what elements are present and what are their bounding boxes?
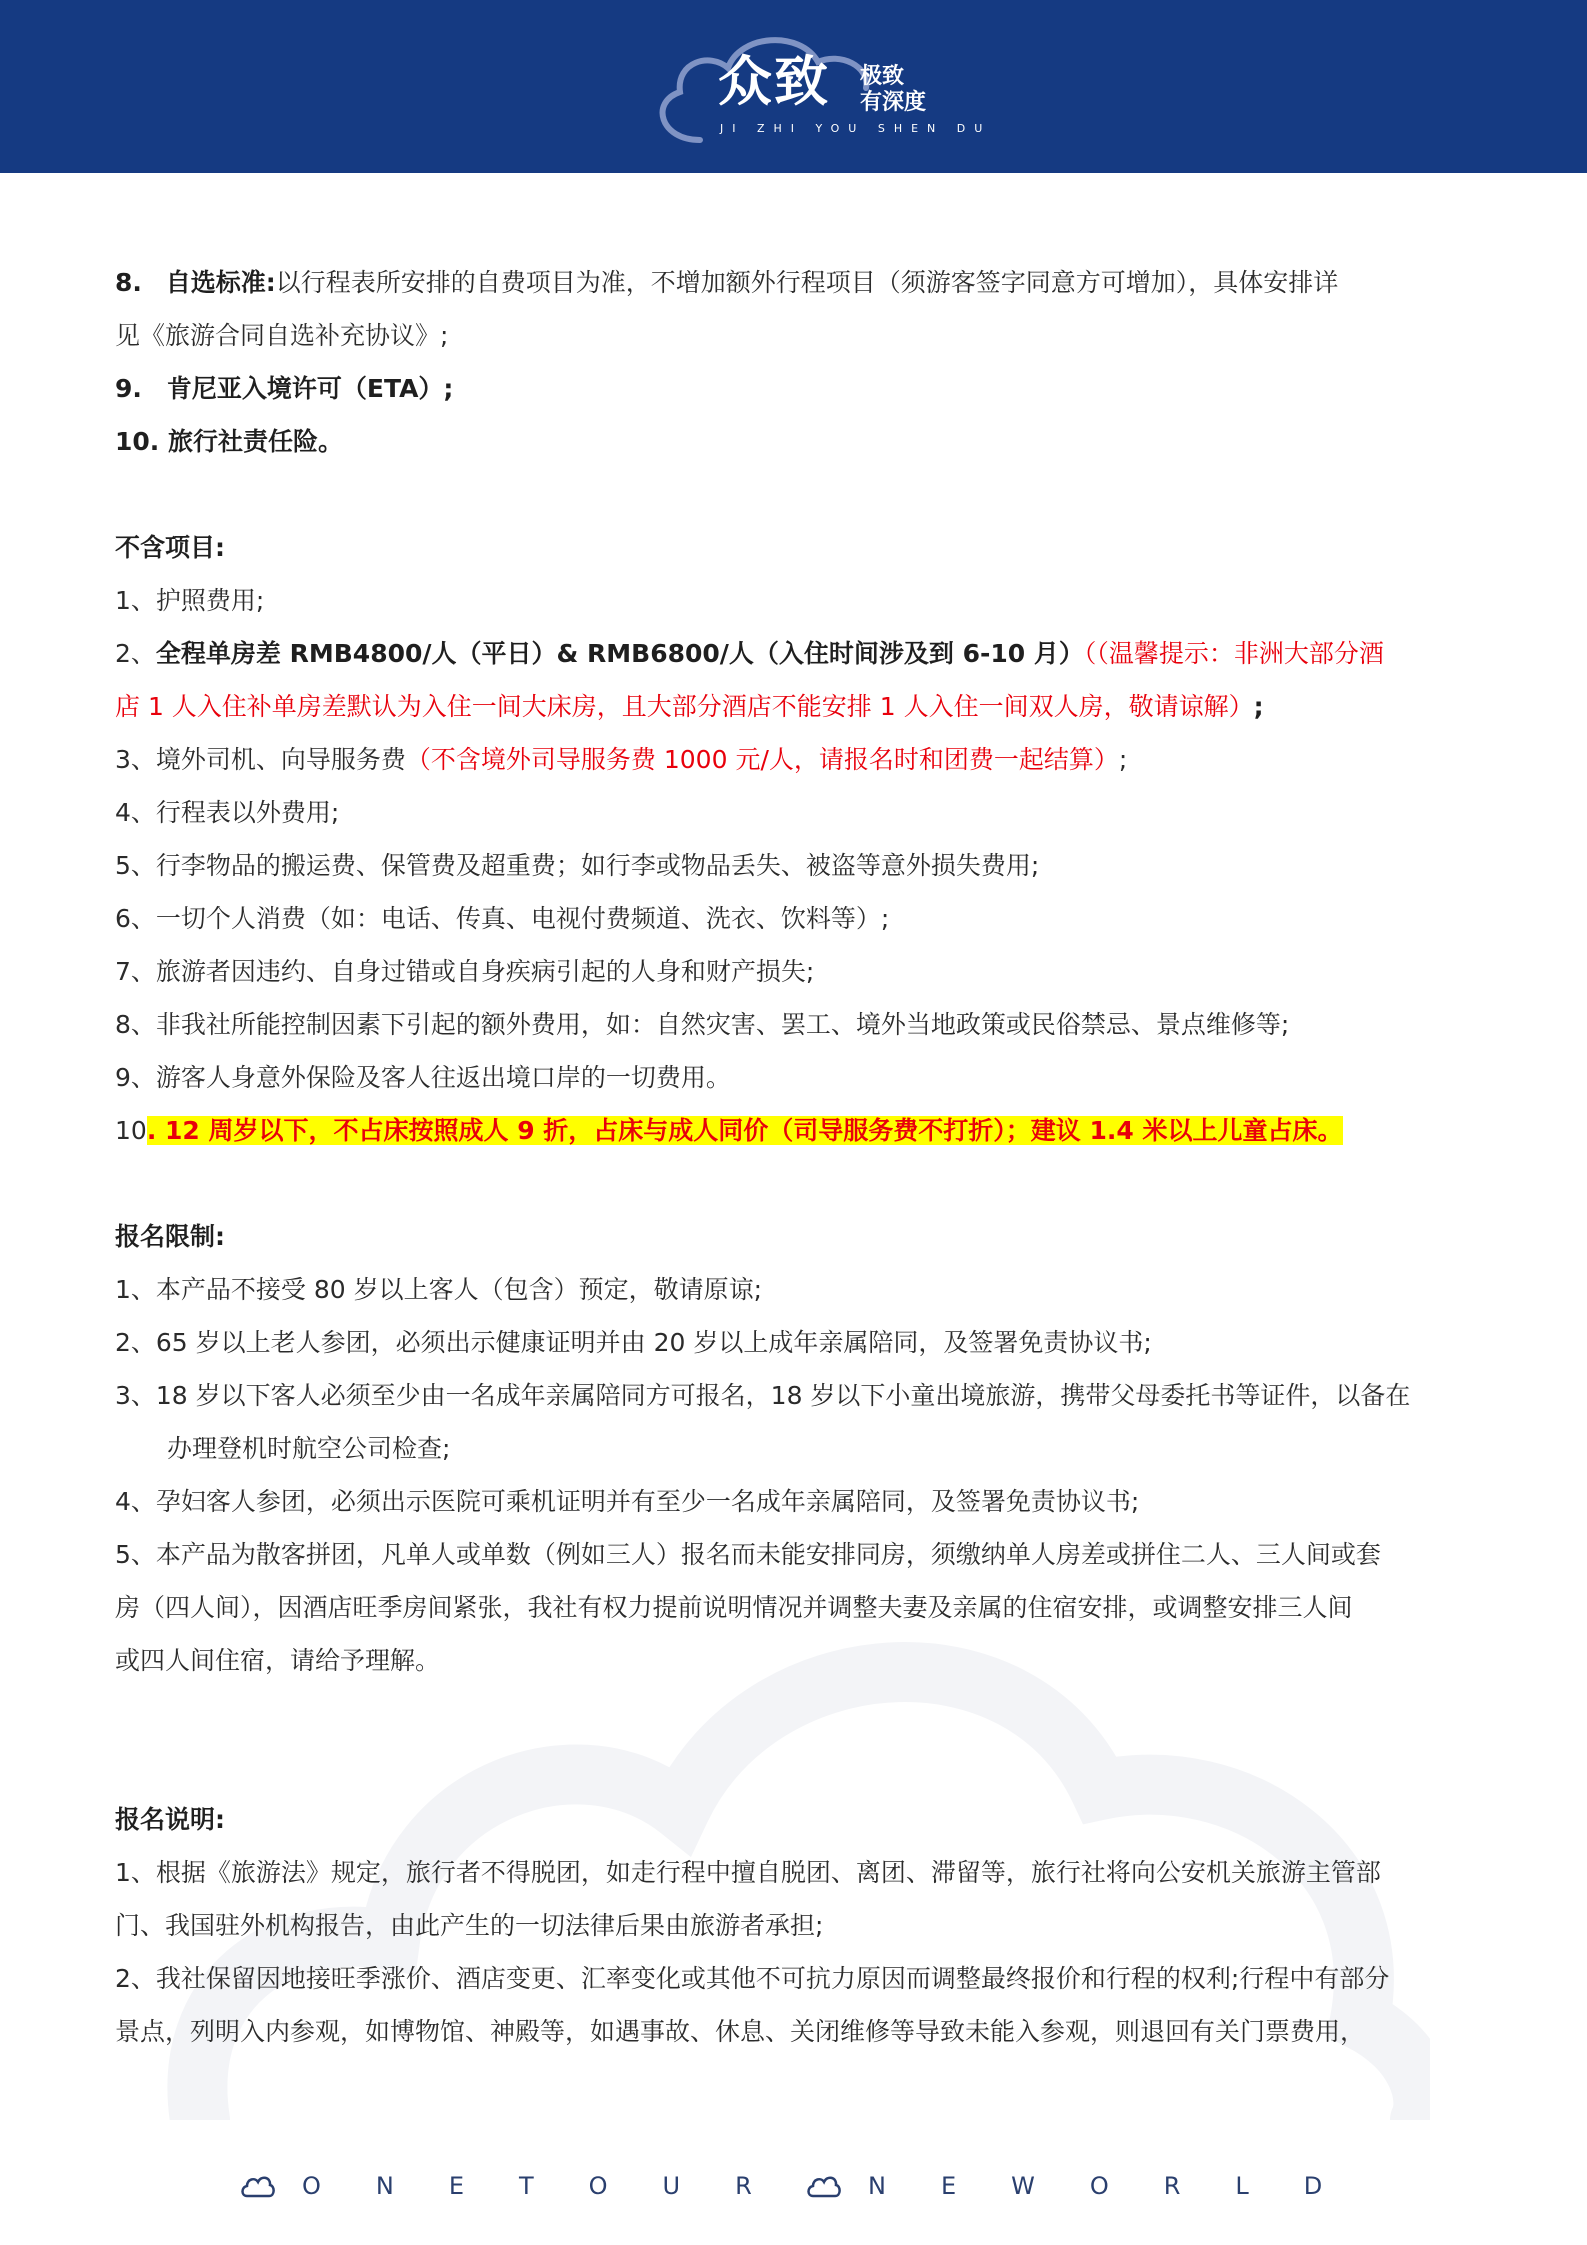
excluded-item-1: 1、护照费用; [115, 586, 265, 615]
note-item-2-cont: 景点，列明入内参观，如博物馆、神殿等，如遇事故、休息、关闭维修等导致未能入参观，则退回有关门票费用， [115, 2017, 1366, 2046]
excluded-item-10: 10. 12 周岁以下，不占床按照成人 9 折，占床与成人同价（司导服务费不打折）；建议 1.4 米以上儿童占床。 [115, 1116, 1343, 1145]
note-item-1: 1、根据《旅游法》规定，旅行者不得脱团，如走行程中擅自脱团、离团、滞留等，旅行社将向公安机关旅游主管部 [115, 1858, 1381, 1887]
footer-slogan-right: NEWORLD [868, 2172, 1378, 2200]
cloud-icon [240, 2173, 276, 2199]
restriction-item-3: 3、18 岁以下客人必须至少由一名成年亲属陪同方可报名，18 岁以下小童出境旅游，携带父母委托书等证件，以备在 [115, 1381, 1411, 1410]
restriction-item-5-cont-1: 房（四人间），因酒店旺季房间紧张，我社有权力提前说明情况并调整夫妻及亲属的住宿安排，或调整安排三人间 [115, 1593, 1353, 1622]
footer-right [806, 2172, 1377, 2200]
logo-main-text: 众致 [718, 50, 830, 113]
restriction-item-2: 2、65 岁以上老人参团，必须出示健康证明并由 20 岁以上成年亲属陪同，及签署免责协议书; [115, 1328, 1152, 1357]
excluded-item-9: 9、游客人身意外保险及客人往返出境口岸的一切费用。 [115, 1063, 731, 1092]
logo-slogan [860, 64, 960, 116]
restriction-item-5-cont-2: 或四人间住宿，请给予理解。 [115, 1646, 441, 1675]
excluded-section-title: 不含项目: [115, 533, 225, 562]
cloud-icon [806, 2173, 842, 2199]
excluded-item-2-cont: 店 1 人入住补单房差默认为入住一间大床房，且大部分酒店不能安排 1 人入住一间双人房，敬请谅解）; [115, 692, 1264, 721]
restriction-item-3-cont: 办理登机时航空公司检查; [167, 1434, 451, 1463]
restriction-item-4: 4、孕妇客人参团，必须出示医院可乘机证明并有至少一名成年亲属陪同，及签署免责协议书; [115, 1487, 1140, 1516]
restrictions-section-title: 报名限制: [115, 1222, 225, 1251]
logo-pinyin: JI ZHI YOU SHEN DU [720, 122, 992, 135]
restriction-item-5: 5、本产品为散客拼团，凡单人或单数（例如三人）报名而未能安排同房，须缴纳单人房差或拼住二人、三人间或套 [115, 1540, 1381, 1569]
note-item-2: 2、我社保留因地接旺季涨价、酒店变更、汇率变化或其他不可抗力原因而调整最终报价和行程的权利;行程中有部分 [115, 1964, 1390, 1993]
excluded-item-2: 2、全程单房差 RMB4800/人（平日）& RMB6800/人（入住时间涉及到 6-10 月）（（温馨提示：非洲大部分酒 [115, 639, 1384, 668]
note-item-1-cont: 门、我国驻外机构报告，由此产生的一切法律后果由旅游者承担; [115, 1911, 824, 1940]
included-item-8-cont: 见《旅游合同自选补充协议》; [115, 321, 449, 350]
included-item-9: 9. 肯尼亚入境许可（ETA）; [115, 374, 454, 403]
excluded-item-5: 5、行李物品的搬运费、保管费及超重费；如行李或物品丢失、被盗等意外损失费用; [115, 851, 1040, 880]
highlighted-child-policy: . 12 周岁以下，不占床按照成人 9 折，占床与成人同价（司导服务费不打折）；建议 1.4 米以上儿童占床。 [146, 1116, 1343, 1145]
included-item-10: 10. 旅行社责任险。 [115, 427, 343, 456]
excluded-item-3: 3、境外司机、向导服务费（不含境外司导服务费 1000 元/人，请报名时和团费一起结算）; [115, 745, 1128, 774]
included-item-8: 8. 自选标准:以行程表所安排的自费项目为准，不增加额外行程项目（须游客签字同意方可增加），具体安排详 [115, 268, 1339, 297]
footer [0, 2172, 1587, 2212]
logo-slogan-line-2: 有深度 [860, 90, 927, 115]
excluded-item-6: 6、一切个人消费（如：电话、传真、电视付费频道、洗衣、饮料等）; [115, 904, 890, 933]
excluded-item-7: 7、旅游者因违约、自身过错或自身疾病引起的人身和财产损失; [115, 957, 815, 986]
document-body [115, 256, 1485, 2058]
excluded-item-4: 4、行程表以外费用; [115, 798, 340, 827]
footer-left [240, 2172, 807, 2200]
notes-section-title: 报名说明: [115, 1805, 225, 1834]
header-banner [0, 0, 1587, 173]
restriction-item-1: 1、本产品不接受 80 岁以上客人（包含）预定，敬请原谅; [115, 1275, 763, 1304]
footer-slogan-left: ONETOUR [302, 2172, 807, 2200]
excluded-item-8: 8、非我社所能控制因素下引起的额外费用，如：自然灾害、罢工、境外当地政策或民俗禁忌、景点维修等; [115, 1010, 1290, 1039]
brand-logo [640, 22, 992, 152]
logo-slogan-line-1: 极致 [860, 64, 905, 89]
